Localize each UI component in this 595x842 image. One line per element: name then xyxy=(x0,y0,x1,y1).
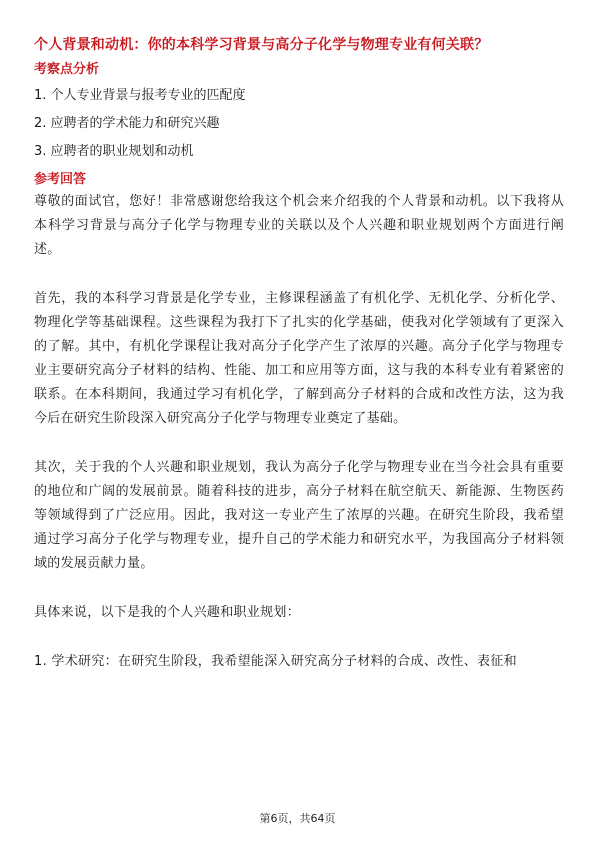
answer-paragraph: 尊敬的面试官，您好！非常感谢您给我这个机会来介绍我的个人背景和动机。以下我将从本科学习背景与高分子化学与物理专业的关联以及个人兴趣和职业规划两个方面进行阐述。 xyxy=(34,194,564,257)
paragraph-gap xyxy=(34,625,564,650)
answer-paragraph: 具体来说，以下是我的个人兴趣和职业规划： xyxy=(34,605,301,620)
paragraph-gap xyxy=(34,262,564,287)
analysis-points xyxy=(34,82,564,166)
answer-heading: 参考回答 xyxy=(34,172,87,187)
analysis-heading: 考察点分析 xyxy=(34,62,100,77)
answer-paragraph: 首先，我的本科学习背景是化学专业，主修课程涵盖了有机化学、无机化学、分析化学、物理化学等基础课程。这些课程为我打下了扎实的化学基础，使我对化学领域有了更深入的了解。其中，有机化学课程让我对高分子化学产生了浓厚的兴趣。高分子化学与物理专业主要研究高分子材料的结构、性能、加工和应用等方面，这与我的本科专业有着紧密的联系。在本科期间，我通过学习有机化学，了解到高分子材料的合成和改性方法，这为我今后在研究生阶段深入研究高分子化学与物理专业奠定了基础。 xyxy=(34,291,564,426)
page-content xyxy=(34,34,564,674)
answer-paragraph: 其次，关于我的个人兴趣和职业规划，我认为高分子化学与物理专业在当今社会具有重要的地位和广阔的发展前景。随着科技的进步，高分子材料在航空航天、新能源、生物医药等领域得到了广泛应用。因此，我对这一专业产生了浓厚的兴趣。在研究生阶段，我希望通过学习高分子化学与物理专业，提升自己的学术能力和研究水平，为我国高分子材料领域的发展贡献力量。 xyxy=(34,460,564,571)
analysis-point: 3. 应聘者的职业规划和动机 xyxy=(34,144,194,159)
page-number-footer: 第6页，共64页 xyxy=(259,812,336,825)
analysis-point: 1. 个人专业背景与报考专业的匹配度 xyxy=(34,88,246,103)
paragraph-gap xyxy=(34,431,564,456)
paragraph-gap xyxy=(34,576,564,601)
question-title: 个人背景和动机：你的本科学习背景与高分子化学与物理专业有何关联？ xyxy=(34,37,489,53)
analysis-point: 2. 应聘者的学术能力和研究兴趣 xyxy=(34,116,220,131)
answer-paragraph: 1. 学术研究：在研究生阶段，我希望能深入研究高分子材料的合成、改性、表征和 xyxy=(34,654,517,669)
